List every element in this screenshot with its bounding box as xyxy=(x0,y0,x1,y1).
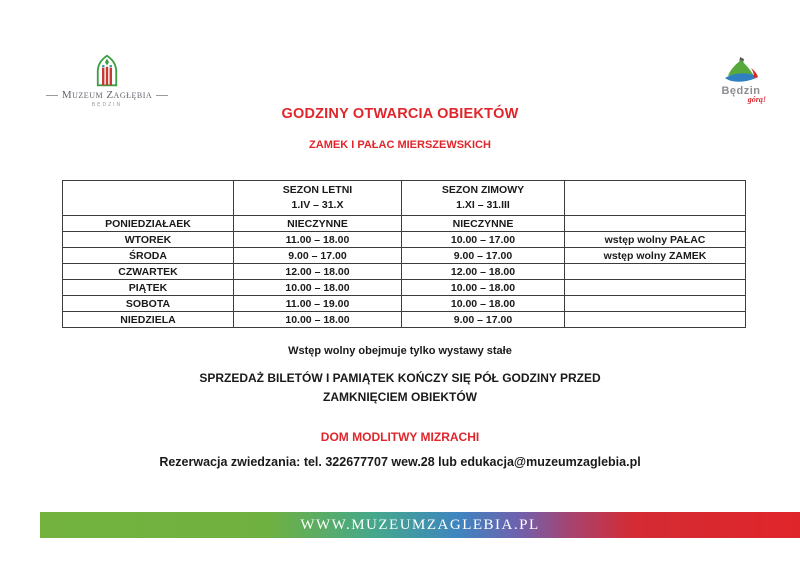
note-cell xyxy=(565,216,746,232)
bedzin-logo-name: Będzin xyxy=(721,85,761,97)
mizrachi-section-title: DOM MODLITWY MIZRACHI xyxy=(320,430,480,444)
winter-hours-cell: 12.00 – 18.00 xyxy=(402,264,565,280)
table-row-thursday xyxy=(63,264,746,280)
page-title: GODZINY OTWARCIA OBIEKTÓW xyxy=(281,106,519,122)
summer-hours-cell: 9.00 – 17.00 xyxy=(234,248,402,264)
col-header-notes xyxy=(565,181,746,216)
winter-hours-cell: NIECZYNNE xyxy=(402,216,565,232)
bedzin-logo-tagline: górą! xyxy=(747,95,766,104)
table-row-saturday xyxy=(63,296,746,312)
day-cell: ŚRODA xyxy=(63,248,234,264)
summer-hours-cell: NIECZYNNE xyxy=(234,216,402,232)
muzeum-logo-name: Muzeum Zagłębia xyxy=(61,89,153,101)
col-header-empty xyxy=(63,181,234,216)
summer-hours-cell: 12.00 – 18.00 xyxy=(234,264,402,280)
day-cell: PIĄTEK xyxy=(63,280,234,296)
winter-hours-cell: 9.00 – 17.00 xyxy=(402,248,565,264)
reservation-contact-info: Rezerwacja zwiedzania: tel. 322677707 wew.28 lub edukacja@muzeumzaglebia.pl xyxy=(159,455,641,469)
note-cell xyxy=(565,296,746,312)
ticket-sales-note-line2: ZAMKNIĘCIEM OBIEKTÓW xyxy=(323,390,477,404)
table-row-sunday xyxy=(63,312,746,328)
wordmark-right-rule xyxy=(156,95,168,96)
bedzin-city-logo xyxy=(712,56,770,104)
note-cell: wstęp wolny ZAMEK xyxy=(565,248,746,264)
table-row-monday xyxy=(63,216,746,232)
ticket-sales-note xyxy=(0,369,800,407)
summer-season-label: SEZON LETNI xyxy=(282,184,353,196)
table-row-tuesday xyxy=(63,232,746,248)
day-cell: NIEDZIELA xyxy=(63,312,234,328)
winter-season-dates: 1.XI – 31.III xyxy=(456,199,510,211)
page-subtitle: ZAMEK I PAŁAC MIERSZEWSKICH xyxy=(309,139,491,151)
summer-hours-cell: 10.00 – 18.00 xyxy=(234,312,402,328)
note-cell xyxy=(565,280,746,296)
summer-hours-cell: 10.00 – 18.00 xyxy=(234,280,402,296)
day-cell: PONIEDZIAŁAEK xyxy=(63,216,234,232)
website-banner: WWW.MUZEUMZAGLEBIA.PL xyxy=(40,512,800,538)
summer-hours-cell: 11.00 – 18.00 xyxy=(234,232,402,248)
muzeum-wordmark xyxy=(46,89,168,101)
day-cell: CZWARTEK xyxy=(63,264,234,280)
summer-hours-cell: 11.00 – 19.00 xyxy=(234,296,402,312)
ticket-sales-note-line1: SPRZEDAŻ BILETÓW I PAMIĄTEK KOŃCZY SIĘ PÓŁ GODZINY PRZED xyxy=(199,371,601,385)
day-cell: SOBOTA xyxy=(63,296,234,312)
muzeum-logo-subtitle: BĘDZIN xyxy=(91,102,123,108)
note-cell: wstęp wolny PAŁAC xyxy=(565,232,746,248)
winter-hours-cell: 10.00 – 18.00 xyxy=(402,280,565,296)
col-header-winter xyxy=(402,181,565,216)
opening-hours-table xyxy=(62,180,746,328)
note-cell xyxy=(565,264,746,280)
free-entry-note: Wstęp wolny obejmuje tylko wystawy stałe xyxy=(288,345,512,357)
gothic-window-icon xyxy=(95,54,119,87)
table-row-friday xyxy=(63,280,746,296)
winter-hours-cell: 9.00 – 17.00 xyxy=(402,312,565,328)
day-cell: WTOREK xyxy=(63,232,234,248)
winter-hours-cell: 10.00 – 18.00 xyxy=(402,296,565,312)
table-row-wednesday xyxy=(63,248,746,264)
table-header-row xyxy=(63,181,746,216)
muzeum-zaglebia-logo xyxy=(46,54,168,108)
winter-hours-cell: 10.00 – 17.00 xyxy=(402,232,565,248)
summer-season-dates: 1.IV – 31.X xyxy=(291,199,344,211)
note-cell xyxy=(565,312,746,328)
col-header-summer xyxy=(234,181,402,216)
winter-season-label: SEZON ZIMOWY xyxy=(441,184,525,196)
wordmark-left-rule xyxy=(46,95,58,96)
bedzin-hill-icon xyxy=(719,56,763,86)
